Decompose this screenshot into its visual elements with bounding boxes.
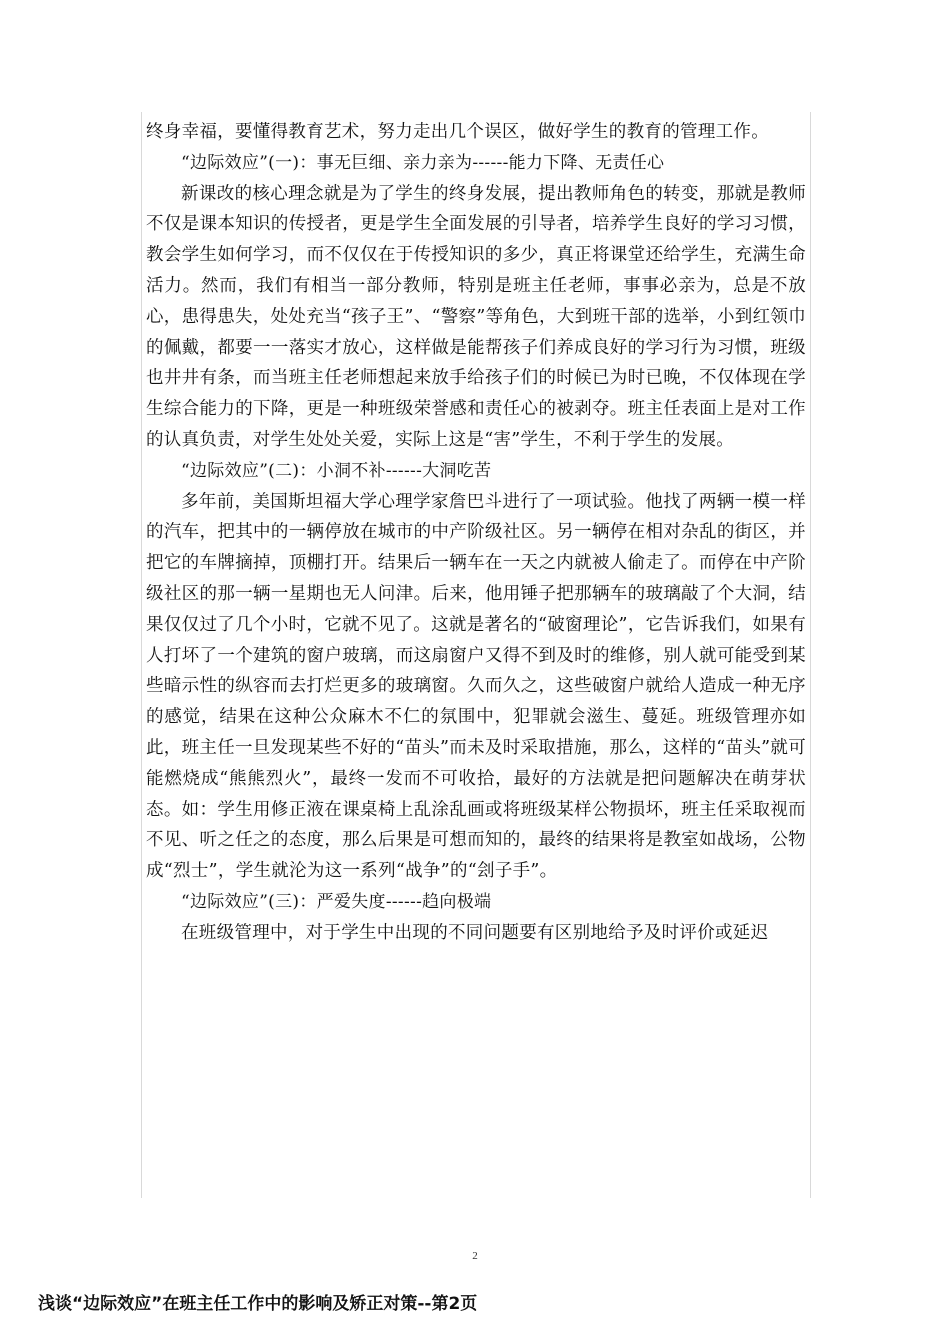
section-heading-3: “边际效应”(三)：严爱失度------趋向极端	[181, 891, 492, 912]
document-body	[146, 117, 806, 949]
body-paragraph-3: 在班级管理中，对于学生中出现的不同问题要有区别地给予及时评价或延迟	[181, 922, 769, 943]
page-number: 2	[472, 1250, 478, 1262]
body-paragraph-2: 多年前，美国斯坦福大学心理学家詹巴斗进行了一项试验。他找了两辆一模一样的汽车，把其中的一辆停放在城市的中产阶级社区。另一辆停在相对杂乱的街区，并把它的车牌摘掉，顶棚打开。结果后一辆车在一天之内就被人偷走了。而停在中产阶级社区的那一辆一星期也无人问津。后来，他用锤子把那辆车的玻璃敲了个大洞，结果仅仅过了几个小时，它就不见了。这就是著名的“破窗理论”，它告诉我们，如果有人打坏了一个建筑的窗户玻璃，而这扇窗户又得不到及时的维修，别人就可能受到某些暗示性的纵容而去打烂更多的玻璃窗。久而久之，这些破窗户就给人造成一种无序的感觉，结果在这种公众麻木不仁的氛围中，犯罪就会滋生、蔓延。班级管理亦如此，班主任一旦发现某些不好的“苗头”而未及时采取措施，那么，这样的“苗头”就可能燃烧成“熊熊烈火”，最终一发而不可收拾，最好的方法就是把问题解决在萌芽状态。如：学生用修正液在课桌椅上乱涂乱画或将班级某样公物损坏，班主任采取视而不见、听之任之的态度，那么后果是可想而知的，最终的结果将是教室如战场，公物成“烈士”，学生就沦为这一系列“战争”的“刽子手”。	[146, 491, 806, 882]
continuation-paragraph: 终身幸福，要懂得教育艺术，努力走出几个误区，做好学生的教育的管理工作。	[146, 122, 769, 142]
section-heading-2: “边际效应”(二)：小洞不补------大洞吃苦	[181, 460, 492, 481]
section-heading-1: “边际效应”(一)：事无巨细、亲力亲为------能力下降、无责任心	[181, 152, 665, 173]
footer-title: 浅谈“边际效应”在班主任工作中的影响及矫正对策--第2页	[38, 1294, 478, 1314]
body-paragraph-1: 新课改的核心理念就是为了学生的终身发展，提出教师角色的转变，那就是教师不仅是课本知识的传授者，更是学生全面发展的引导者，培养学生良好的学习习惯，教会学生如何学习，而不仅仅在于传授知识的多少，真正将课堂还给学生，充满生命活力。然而，我们有相当一部分教师，特别是班主任老师，事事必亲为，总是不放心，患得患失，处处充当“孩子王”、“警察”等角色，大到班干部的选举，小到红领巾的佩戴，都要一一落实才放心，这样做是能帮孩子们养成良好的学习行为习惯，班级也井井有条，而当班主任老师想起来放手给孩子们的时候已为时已晚，不仅体现在学生综合能力的下降，更是一种班级荣誉感和责任心的被剥夺。班主任表面上是对工作的认真负责，对学生处处关爱，实际上这是“害”学生，不利于学生的发展。	[146, 183, 806, 450]
